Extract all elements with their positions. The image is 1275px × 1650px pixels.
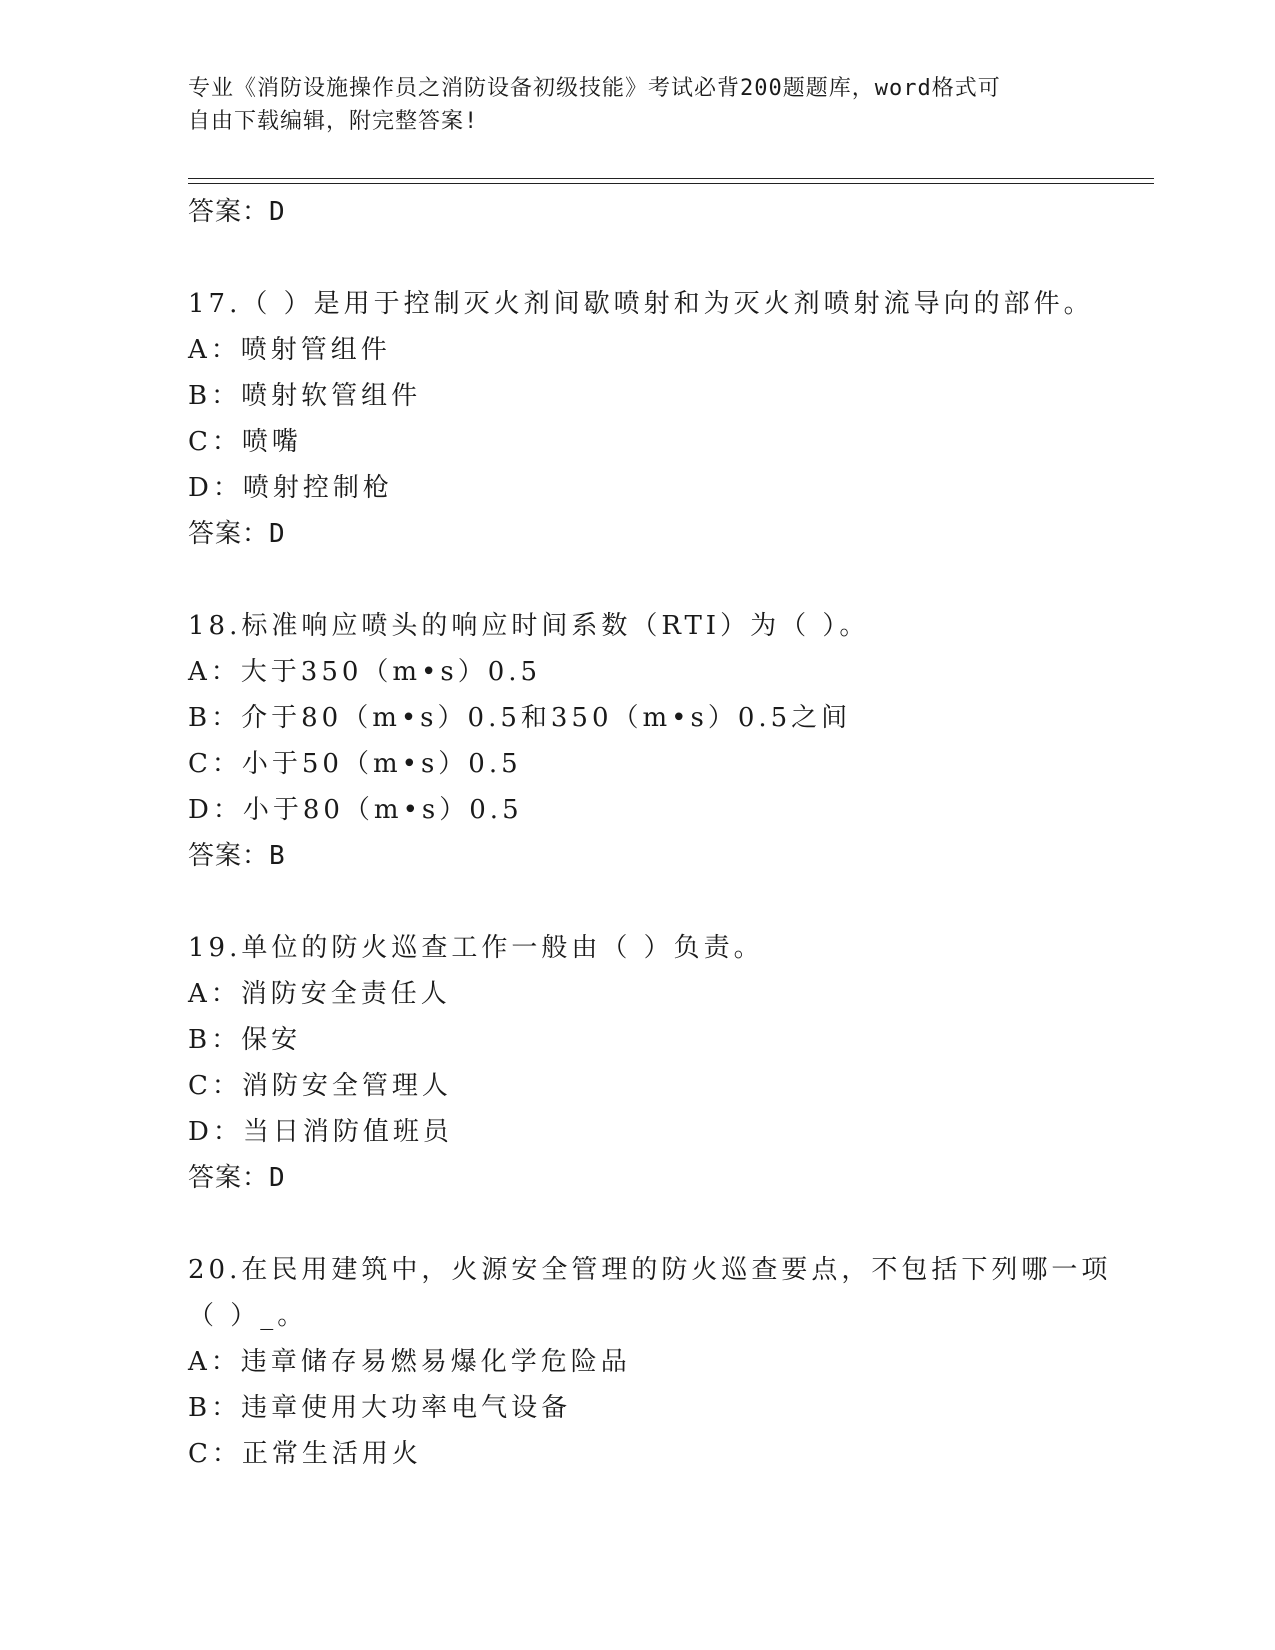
question-17 bbox=[188, 281, 1148, 557]
answer: 答案：B bbox=[188, 841, 286, 871]
option-c: C：消防安全管理人 bbox=[188, 1071, 452, 1101]
question-stem: 18.标准响应喷头的响应时间系数（RTI）为（ ）。 bbox=[188, 611, 870, 641]
option-d: D：喷射控制枪 bbox=[188, 473, 393, 503]
answer: 答案：D bbox=[188, 519, 286, 549]
previous-answer: 答案：D bbox=[188, 197, 286, 227]
option-b: B：保安 bbox=[188, 1025, 302, 1055]
option-c: C：正常生活用火 bbox=[188, 1439, 422, 1469]
question-stem: 19.单位的防火巡查工作一般由（ ）负责。 bbox=[188, 933, 764, 963]
page-header bbox=[188, 72, 1088, 138]
answer: 答案：D bbox=[188, 1163, 286, 1193]
option-a: A：消防安全责任人 bbox=[188, 979, 451, 1009]
option-d: D：当日消防值班员 bbox=[188, 1117, 453, 1147]
option-c: C：小于50（m•s）0.5 bbox=[188, 749, 522, 779]
question-stem-line-2: （ ）_。 bbox=[188, 1301, 308, 1331]
option-a: A：大于350（m•s）0.5 bbox=[188, 657, 542, 687]
option-b: B：介于80（m•s）0.5和350（m•s）0.5之间 bbox=[188, 703, 852, 733]
option-b: B：违章使用大功率电气设备 bbox=[188, 1393, 572, 1423]
header-divider-bottom bbox=[188, 183, 1154, 184]
option-c: C：喷嘴 bbox=[188, 427, 302, 457]
option-a: A：喷射管组件 bbox=[188, 335, 391, 365]
option-a: A：违章储存易燃易爆化学危险品 bbox=[188, 1347, 631, 1377]
question-stem-line-1: 20.在民用建筑中，火源安全管理的防火巡查要点，不包括下列哪一项 bbox=[188, 1255, 1112, 1285]
question-list bbox=[188, 189, 1148, 1477]
option-d: D：小于80（m•s）0.5 bbox=[188, 795, 523, 825]
question-stem bbox=[188, 1247, 1148, 1339]
question-18 bbox=[188, 603, 1148, 879]
question-19 bbox=[188, 925, 1148, 1201]
header-divider-top bbox=[188, 178, 1154, 179]
header-line-2: 自由下载编辑，附完整答案! bbox=[188, 109, 479, 134]
question-stem: 17.（ ）是用于控制灭火剂间歇喷射和为灭火剂喷射流导向的部件。 bbox=[188, 289, 1094, 319]
header-line-1: 专业《消防设施操作员之消防设备初级技能》考试必背200题题库，word格式可 bbox=[188, 76, 1001, 101]
option-b: B：喷射软管组件 bbox=[188, 381, 422, 411]
question-20 bbox=[188, 1247, 1148, 1477]
